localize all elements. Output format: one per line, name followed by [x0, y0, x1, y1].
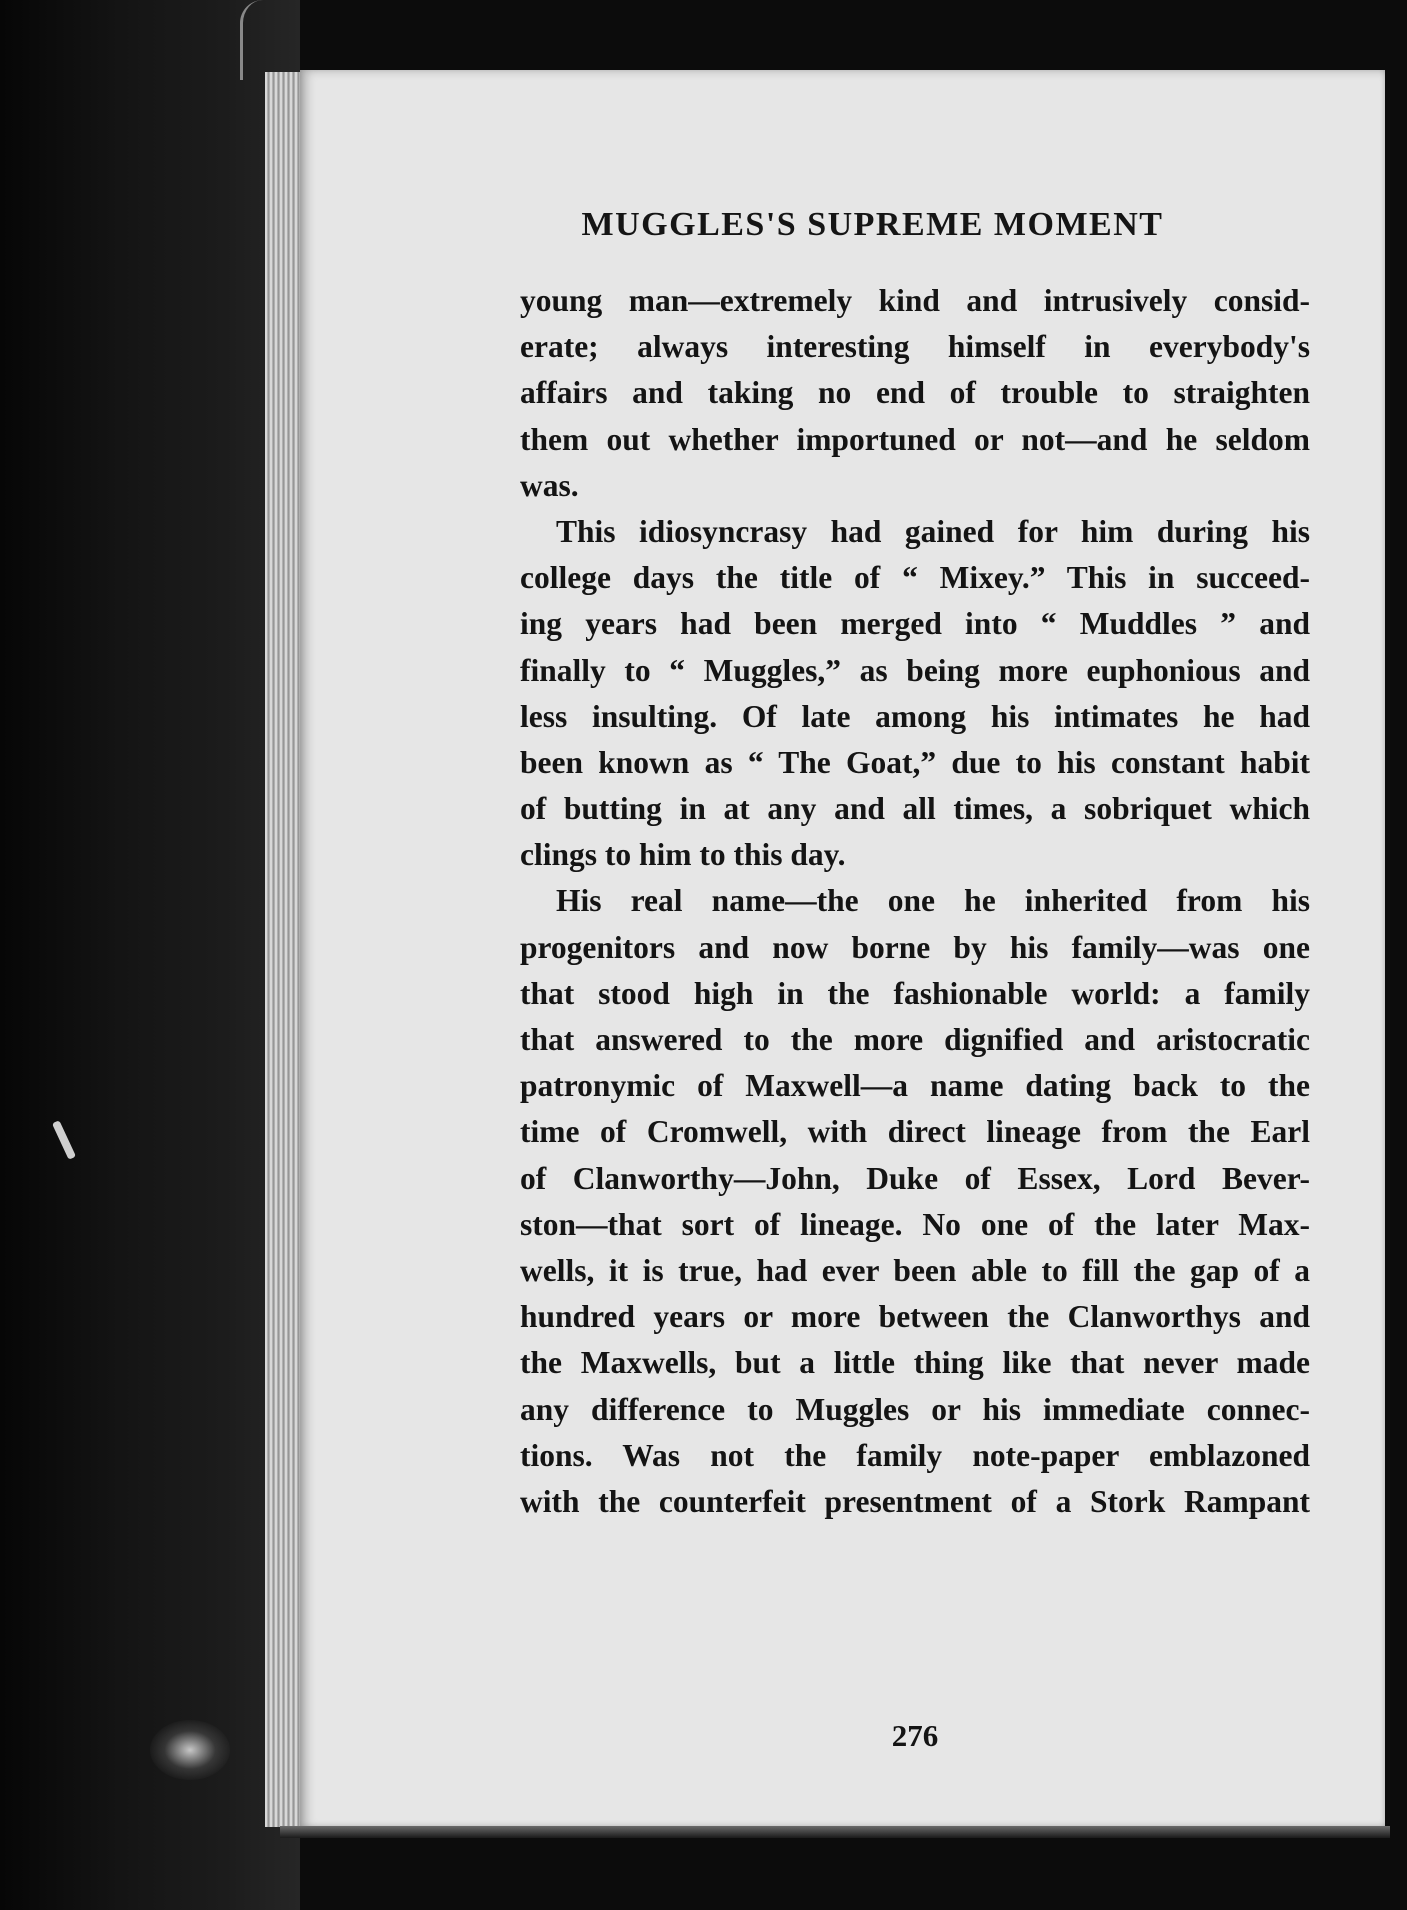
- text-line: wells, it is true, had ever been able to fill the gap of a: [520, 1252, 1310, 1288]
- page-edges: [265, 72, 305, 1827]
- book-binding: [0, 0, 300, 1910]
- text-line: with the counterfeit presentment of a Stork Rampant: [520, 1483, 1310, 1519]
- body-text: [520, 278, 1310, 1525]
- text-line: time of Cromwell, with direct lineage from the Earl: [520, 1114, 1310, 1150]
- text-line: less insulting. Of late among his intimates he had: [520, 698, 1310, 734]
- corner-mark: [240, 0, 263, 80]
- text-line: that answered to the more dignified and aristocratic: [520, 1022, 1310, 1057]
- page-bottom-shadow: [280, 1826, 1390, 1838]
- text-line: college days the title of “ Mixey.” This in succeed-: [520, 560, 1310, 596]
- text-line: ing years had been merged into “ Muddles ” and: [520, 606, 1310, 642]
- text-line: them out whether importuned or not—and he seldom: [520, 421, 1310, 457]
- text-line: hundred years or more between the Clanworthys and: [520, 1299, 1310, 1335]
- text-line: finally to “ Muggles,” as being more euphonious and: [520, 652, 1310, 688]
- text-line: of Clanworthy—John, Duke of Essex, Lord Bever-: [520, 1160, 1310, 1196]
- text-line: His real name—the one he inherited from his: [556, 883, 1310, 919]
- text-line: the Maxwells, but a little thing like that never made: [520, 1345, 1310, 1381]
- text-line: of butting in at any and all times, a sobriquet which: [520, 791, 1310, 827]
- text-line: clings to him to this day.: [520, 837, 846, 873]
- page-number: 276: [891, 1718, 939, 1753]
- text-line: been known as “ The Goat,” due to his constant habit: [520, 744, 1310, 780]
- binding-glare: [150, 1720, 230, 1780]
- text-line: any difference to Muggles or his immediate connec-: [520, 1391, 1310, 1427]
- text-line: patronymic of Maxwell—a name dating back to the: [520, 1068, 1310, 1104]
- text-line: ston—that sort of lineage. No one of the later Max-: [520, 1206, 1310, 1242]
- text-line: that stood high in the fashionable world: a family: [520, 975, 1310, 1011]
- text-line: erate; always interesting himself in everybody's: [520, 329, 1310, 365]
- text-line: young man—extremely kind and intrusively consid-: [520, 283, 1310, 318]
- text-line: tions. Was not the family note-paper emblazoned: [520, 1437, 1310, 1473]
- text-line: This idiosyncrasy had gained for him during his: [556, 513, 1310, 549]
- text-line: affairs and taking no end of trouble to straighten: [520, 375, 1310, 411]
- text-line: was.: [520, 467, 579, 503]
- running-head: MUGGLES'S SUPREME MOMENT: [581, 206, 1164, 243]
- text-line: progenitors and now borne by his family—was one: [520, 929, 1310, 965]
